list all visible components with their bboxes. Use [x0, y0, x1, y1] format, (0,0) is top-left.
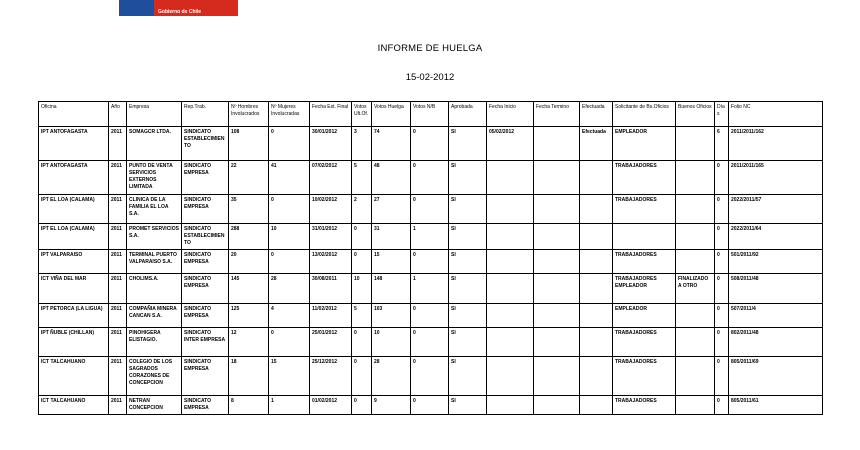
cell-votos-nb: 0: [411, 161, 449, 195]
cell-folio: 2011/2011/162: [729, 127, 823, 161]
table-row: [39, 250, 823, 274]
cell-empresa: SOMAGCR LTDA.: [127, 127, 182, 161]
cell-fecha-termino: [534, 224, 580, 250]
cell-folio: 2022/2011/64: [729, 224, 823, 250]
cell-rep: SINDICATO EMPRESA: [182, 250, 229, 274]
cell-hombres: 12: [229, 328, 269, 357]
cell-fecha-final: 11/02/2012: [310, 304, 352, 328]
column-header: Aprobada: [449, 102, 487, 127]
cell-folio: 802/2011/48: [729, 328, 823, 357]
cell-anio: 2011: [109, 328, 127, 357]
column-header: Efectuada: [580, 102, 613, 127]
cell-fecha-inicio: [487, 357, 534, 396]
cell-hombres: 145: [229, 274, 269, 304]
cell-aprobada: SI: [449, 250, 487, 274]
cell-hombres: 20: [229, 250, 269, 274]
column-header: Fecha Est. Final: [310, 102, 352, 127]
cell-votos-ult: 0: [352, 357, 372, 396]
cell-votos-nb: 1: [411, 224, 449, 250]
cell-anio: 2011: [109, 357, 127, 396]
cell-aprobada: SI: [449, 396, 487, 415]
cell-oficina: ICT TALCAHUANO: [39, 396, 109, 415]
table-row: [39, 127, 823, 161]
column-header: Días: [715, 102, 729, 127]
cell-fecha-inicio: 05/02/2012: [487, 127, 534, 161]
cell-votos-ult: 10: [352, 274, 372, 304]
cell-empresa: PINOHIGERA ELISTAGIO.: [127, 328, 182, 357]
cell-fecha-termino: [534, 396, 580, 415]
column-header: Buenos Oficios: [676, 102, 715, 127]
cell-efectuada: [580, 224, 613, 250]
cell-votos-huelga: 28: [372, 357, 411, 396]
cell-votos-nb: 0: [411, 328, 449, 357]
cell-solicitante: TRABAJADORES: [613, 161, 676, 195]
cell-fecha-termino: [534, 250, 580, 274]
cell-fecha-termino: [534, 304, 580, 328]
cell-fecha-final: 10/02/2012: [310, 195, 352, 224]
cell-fecha-termino: [534, 195, 580, 224]
cell-efectuada: [580, 328, 613, 357]
strike-report-table: [38, 101, 823, 415]
column-header: Rep.Trab.: [182, 102, 229, 127]
cell-votos-ult: 0: [352, 224, 372, 250]
cell-rep: SINDICATO EMPRESA: [182, 161, 229, 195]
cell-fecha-termino: [534, 127, 580, 161]
cell-rep: SINDICATO EMPRESA: [182, 357, 229, 396]
cell-solicitante: TRABAJADORES: [613, 195, 676, 224]
cell-buenos-oficios: [676, 127, 715, 161]
cell-anio: 2011: [109, 161, 127, 195]
table-body: [39, 127, 823, 415]
cell-votos-huelga: 48: [372, 161, 411, 195]
logo-text: Gobierno de Chile: [158, 9, 202, 15]
cell-dias: 0: [715, 328, 729, 357]
cell-rep: SINDICATO EMPRESA: [182, 396, 229, 415]
cell-votos-huelga: 9: [372, 396, 411, 415]
cell-empresa: PUNTO DE VENTA SERVICIOS EXTERNOS LIMITADA: [127, 161, 182, 195]
cell-aprobada: SI: [449, 127, 487, 161]
cell-fecha-inicio: [487, 161, 534, 195]
cell-empresa: COMPAÑIA MINERA CANCAN S.A.: [127, 304, 182, 328]
cell-efectuada: [580, 250, 613, 274]
logo-red-block: [154, 0, 238, 16]
report-date: 15-02-2012: [405, 72, 455, 83]
cell-fecha-termino: [534, 274, 580, 304]
cell-oficina: IPT VALPARAISO: [39, 250, 109, 274]
cell-mujeres: 0: [269, 250, 310, 274]
cell-fecha-inicio: [487, 274, 534, 304]
logo-blue-block: [119, 0, 154, 16]
cell-anio: 2011: [109, 396, 127, 415]
column-header: Solicitante de Bs.Oficios: [613, 102, 676, 127]
cell-hombres: 35: [229, 195, 269, 224]
table-header-row: [39, 102, 823, 127]
cell-folio: 501/2011/92: [729, 250, 823, 274]
cell-votos-huelga: 27: [372, 195, 411, 224]
cell-dias: 0: [715, 274, 729, 304]
cell-dias: 0: [715, 224, 729, 250]
cell-votos-nb: 0: [411, 304, 449, 328]
cell-buenos-oficios: [676, 224, 715, 250]
cell-oficina: IPT EL LOA (CALAMA): [39, 195, 109, 224]
cell-rep: SINDICATO INTER EMPRESA: [182, 328, 229, 357]
cell-votos-ult: 3: [352, 127, 372, 161]
gobierno-logo: [119, 0, 238, 16]
cell-aprobada: SI: [449, 195, 487, 224]
cell-efectuada: [580, 274, 613, 304]
cell-buenos-oficios: [676, 161, 715, 195]
cell-fecha-inicio: [487, 224, 534, 250]
cell-efectuada: [580, 396, 613, 415]
cell-anio: 2011: [109, 274, 127, 304]
cell-folio: 2011/2011/165: [729, 161, 823, 195]
column-header: Oficina: [39, 102, 109, 127]
cell-mujeres: 10: [269, 224, 310, 250]
cell-efectuada: [580, 195, 613, 224]
table-row: [39, 274, 823, 304]
cell-dias: 0: [715, 161, 729, 195]
cell-anio: 2011: [109, 195, 127, 224]
cell-oficina: IPT ANTOFAGASTA: [39, 127, 109, 161]
cell-dias: 0: [715, 195, 729, 224]
cell-buenos-oficios: FINALIZADO A OTRO: [676, 274, 715, 304]
cell-dias: 6: [715, 127, 729, 161]
table-row: [39, 304, 823, 328]
cell-folio: 805/2011/61: [729, 396, 823, 415]
cell-hombres: 108: [229, 127, 269, 161]
cell-folio: 507/2011/4: [729, 304, 823, 328]
column-header: Año: [109, 102, 127, 127]
cell-efectuada: Efectuada: [580, 127, 613, 161]
cell-rep: SINDICATO ESTABLECIMIENTO: [182, 224, 229, 250]
cell-rep: SINDICATO ESTABLECIMIENTO: [182, 127, 229, 161]
cell-buenos-oficios: [676, 250, 715, 274]
cell-anio: 2011: [109, 250, 127, 274]
cell-oficina: ICT VIÑA DEL MAR: [39, 274, 109, 304]
column-header: Fecha Inicio: [487, 102, 534, 127]
cell-mujeres: 0: [269, 195, 310, 224]
cell-votos-huelga: 103: [372, 304, 411, 328]
cell-buenos-oficios: [676, 357, 715, 396]
cell-votos-nb: 0: [411, 250, 449, 274]
cell-solicitante: TRABAJADORES: [613, 250, 676, 274]
cell-efectuada: [580, 161, 613, 195]
cell-efectuada: [580, 304, 613, 328]
cell-solicitante: TRABAJADORES: [613, 396, 676, 415]
table-row: [39, 396, 823, 415]
column-header: Folio NC: [729, 102, 823, 127]
cell-mujeres: 28: [269, 274, 310, 304]
cell-efectuada: [580, 357, 613, 396]
cell-hombres: 22: [229, 161, 269, 195]
cell-aprobada: SI: [449, 161, 487, 195]
cell-oficina: IPT ÑUBLE (CHILLAN): [39, 328, 109, 357]
cell-hombres: 288: [229, 224, 269, 250]
cell-oficina: IPT ANTOFAGASTA: [39, 161, 109, 195]
cell-oficina: IPT PETORCA (LA LIGUA): [39, 304, 109, 328]
cell-votos-nb: 0: [411, 396, 449, 415]
cell-votos-huelga: 10: [372, 328, 411, 357]
table-row: [39, 161, 823, 195]
cell-mujeres: 4: [269, 304, 310, 328]
cell-mujeres: 15: [269, 357, 310, 396]
cell-oficina: ICT TALCAHUANO: [39, 357, 109, 396]
cell-solicitante: EMPLEADOR: [613, 304, 676, 328]
cell-hombres: 125: [229, 304, 269, 328]
cell-fecha-final: 30/08/2011: [310, 274, 352, 304]
cell-votos-nb: 1: [411, 274, 449, 304]
cell-dias: 0: [715, 357, 729, 396]
cell-anio: 2011: [109, 127, 127, 161]
cell-rep: SINDICATO EMPRESA: [182, 195, 229, 224]
column-header: Votos N/B: [411, 102, 449, 127]
column-header: Nº Mujeres Involucradas: [269, 102, 310, 127]
cell-fecha-inicio: [487, 250, 534, 274]
cell-votos-nb: 0: [411, 357, 449, 396]
cell-empresa: CHOLIMS.A.: [127, 274, 182, 304]
cell-votos-ult: 2: [352, 195, 372, 224]
table-row: [39, 357, 823, 396]
cell-empresa: CLINICA DE LA FAMILIA EL LOA S.A.: [127, 195, 182, 224]
cell-dias: 0: [715, 250, 729, 274]
cell-fecha-final: 31/01/2012: [310, 224, 352, 250]
cell-fecha-final: 07/02/2012: [310, 161, 352, 195]
cell-votos-huelga: 148: [372, 274, 411, 304]
cell-fecha-final: 13/02/2012: [310, 250, 352, 274]
cell-rep: SINDICATO EMPRESA: [182, 274, 229, 304]
cell-mujeres: 0: [269, 328, 310, 357]
cell-rep: SINDICATO EMPRESA: [182, 304, 229, 328]
cell-folio: 508/2011/48: [729, 274, 823, 304]
cell-aprobada: SI: [449, 328, 487, 357]
cell-hombres: 8: [229, 396, 269, 415]
cell-aprobada: SI: [449, 274, 487, 304]
cell-empresa: PROMET SERVICIOS S.A.: [127, 224, 182, 250]
cell-dias: 0: [715, 304, 729, 328]
column-header: Empresa: [127, 102, 182, 127]
cell-votos-ult: 5: [352, 304, 372, 328]
cell-solicitante: TRABAJADORES: [613, 357, 676, 396]
cell-fecha-inicio: [487, 328, 534, 357]
column-header: Votos Ult.Of.: [352, 102, 372, 127]
cell-empresa: COLEGIO DE LOS SAGRADOS CORAZONES DE CONCEPCION: [127, 357, 182, 396]
cell-fecha-termino: [534, 357, 580, 396]
report-title: INFORME DE HUELGA: [377, 43, 483, 54]
cell-buenos-oficios: [676, 304, 715, 328]
cell-votos-ult: 0: [352, 250, 372, 274]
cell-votos-ult: 0: [352, 328, 372, 357]
cell-fecha-termino: [534, 161, 580, 195]
cell-dias: 0: [715, 396, 729, 415]
table-row: [39, 328, 823, 357]
cell-fecha-inicio: [487, 396, 534, 415]
cell-folio: 2022/2011/57: [729, 195, 823, 224]
cell-aprobada: SI: [449, 224, 487, 250]
cell-fecha-final: 01/02/2012: [310, 396, 352, 415]
cell-fecha-inicio: [487, 195, 534, 224]
cell-hombres: 18: [229, 357, 269, 396]
cell-empresa: TERMINAL PUERTO VALPARAISO S.A.: [127, 250, 182, 274]
column-header: Votos Huelga: [372, 102, 411, 127]
cell-votos-huelga: 31: [372, 224, 411, 250]
cell-votos-huelga: 15: [372, 250, 411, 274]
column-header: Nº Hombres Involucrados: [229, 102, 269, 127]
cell-folio: 805/2011/69: [729, 357, 823, 396]
cell-mujeres: 41: [269, 161, 310, 195]
cell-buenos-oficios: [676, 396, 715, 415]
cell-fecha-final: 25/01/2012: [310, 328, 352, 357]
cell-buenos-oficios: [676, 328, 715, 357]
cell-mujeres: 0: [269, 127, 310, 161]
cell-votos-nb: 0: [411, 127, 449, 161]
cell-solicitante: [613, 224, 676, 250]
column-header: Fecha Termino: [534, 102, 580, 127]
cell-votos-huelga: 74: [372, 127, 411, 161]
cell-votos-ult: 5: [352, 161, 372, 195]
cell-empresa: NETRAN CONCEPCION: [127, 396, 182, 415]
cell-solicitante: EMPLEADOR: [613, 127, 676, 161]
cell-aprobada: SI: [449, 357, 487, 396]
cell-votos-nb: 0: [411, 195, 449, 224]
cell-solicitante: TRABAJADORES EMPLEADOR: [613, 274, 676, 304]
cell-fecha-termino: [534, 328, 580, 357]
cell-buenos-oficios: [676, 195, 715, 224]
cell-mujeres: 1: [269, 396, 310, 415]
table-row: [39, 195, 823, 224]
cell-anio: 2011: [109, 224, 127, 250]
cell-solicitante: TRABAJADORES: [613, 328, 676, 357]
cell-votos-ult: 0: [352, 396, 372, 415]
cell-aprobada: SI: [449, 304, 487, 328]
cell-fecha-final: 25/12/2012: [310, 357, 352, 396]
cell-anio: 2011: [109, 304, 127, 328]
cell-fecha-inicio: [487, 304, 534, 328]
table-row: [39, 224, 823, 250]
cell-fecha-final: 30/01/2012: [310, 127, 352, 161]
cell-oficina: IPT EL LOA (CALAMA): [39, 224, 109, 250]
